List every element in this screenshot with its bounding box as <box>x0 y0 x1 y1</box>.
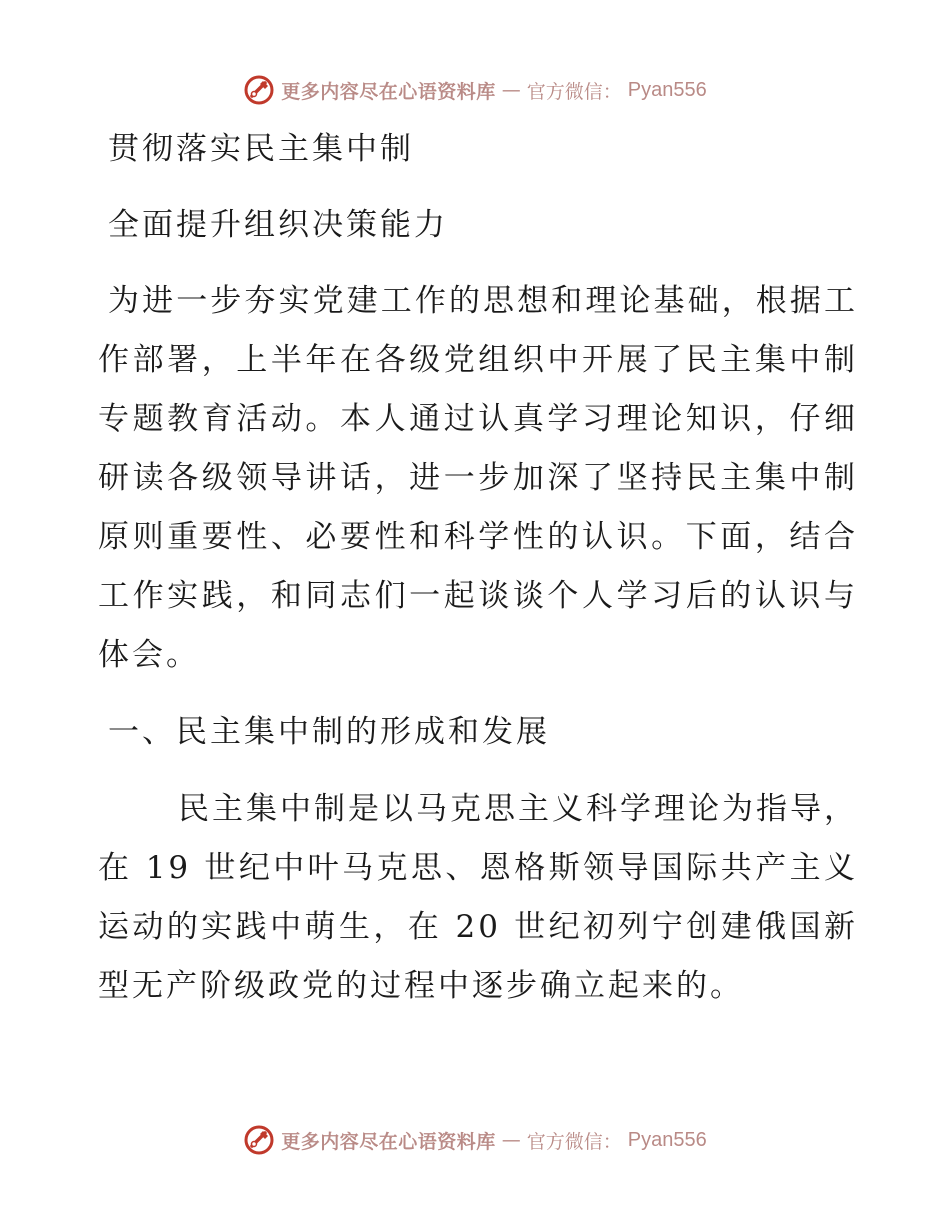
section-1-paragraph: 民主集中制是以马克思主义科学理论为指导，在 19 世纪中叶马克思、恩格斯领导国际共产主义运动的实践中萌生，在 20 世纪初列宁创建俄国新型无产阶级政党的过程中逐步确立起来的。 <box>98 791 858 1004</box>
footer-dash: — <box>501 1129 521 1151</box>
logo-icon <box>243 74 275 106</box>
footer-brand-text: 更多内容尽在心语资料库 <box>281 1130 496 1153</box>
header-wechat-id: Pyan556 <box>627 78 707 101</box>
logo-icon <box>243 1124 275 1156</box>
footer-watermark <box>0 1120 950 1160</box>
footer-wechat-label: 官方微信： <box>526 1130 622 1153</box>
document-body <box>98 120 858 1016</box>
title-line-2: 全面提升组织决策能力 <box>108 207 448 243</box>
intro-paragraph: 为进一步夯实党建工作的思想和理论基础，根据工作部署，上半年在各级党组织中开展了民主集中制专题教育活动。本人通过认真学习理论知识，仔细研读各级领导讲话，进一步加深了坚持民主集中制原则重要性、必要性和科学性的认识。下面，结合工作实践，和同志们一起谈谈个人学习后的认识与体会。 <box>98 283 858 673</box>
header-brand-text: 更多内容尽在心语资料库 <box>281 80 496 103</box>
header-watermark <box>0 70 950 110</box>
title-line-1: 贯彻落实民主集中制 <box>108 131 414 167</box>
header-dash: — <box>501 79 521 101</box>
header-wechat-label: 官方微信： <box>526 80 622 103</box>
footer-wechat-id: Pyan556 <box>627 1128 707 1151</box>
section-1-heading: 一、民主集中制的形成和发展 <box>108 714 550 750</box>
